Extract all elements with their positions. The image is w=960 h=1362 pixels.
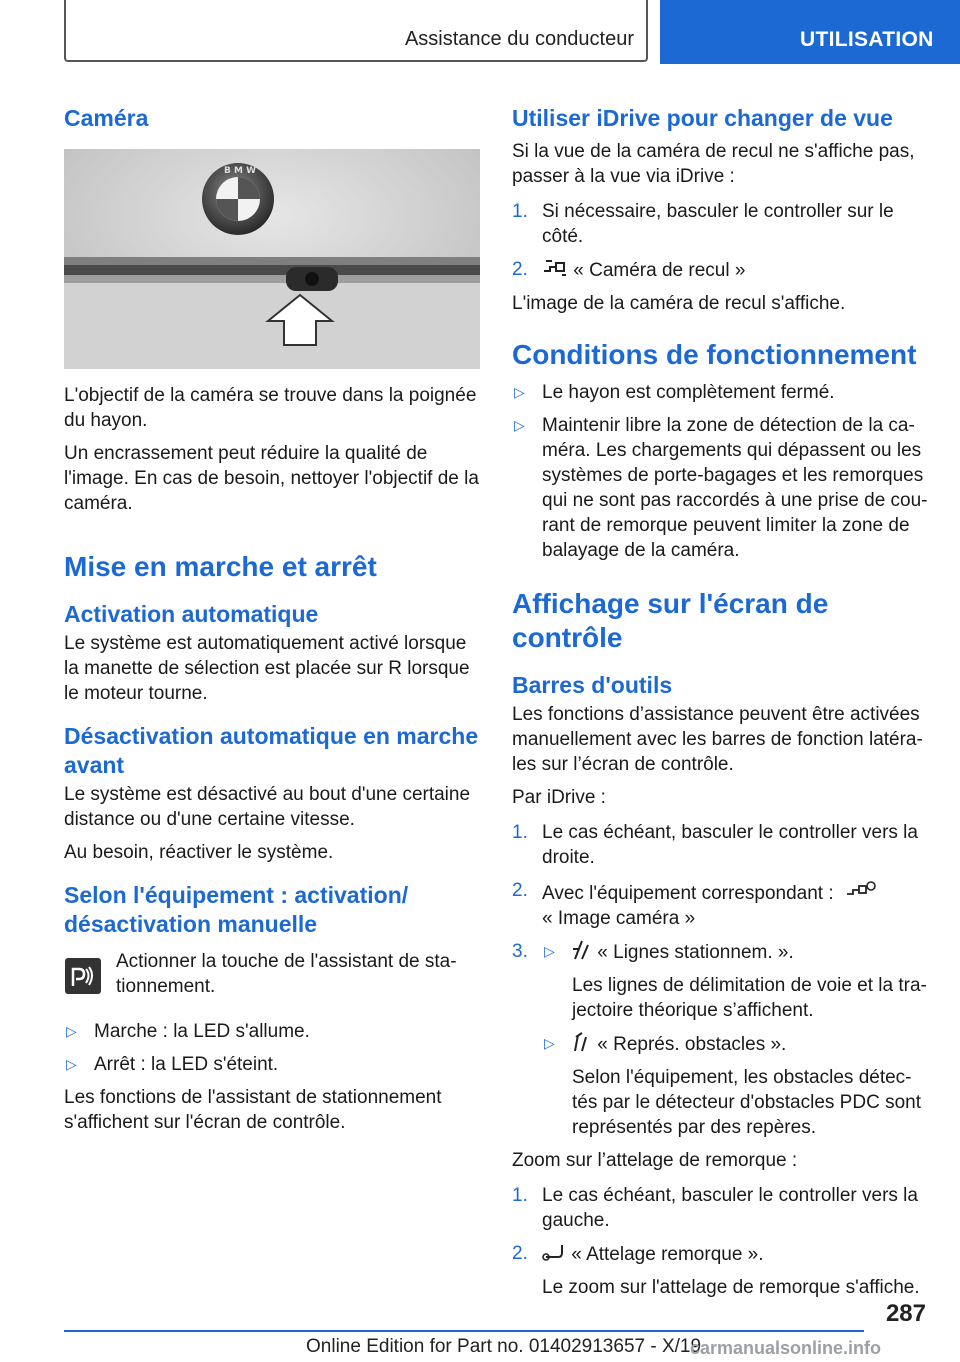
page-header	[0, 0, 960, 64]
conditions-list	[512, 380, 928, 563]
svg-text:B M W: B M W	[224, 166, 257, 176]
watermark: carmanualsonline.info	[690, 1338, 882, 1358]
desactivation-heading: Désactivation automatique en marche avant	[64, 723, 479, 778]
camera-paragraph-1: L'objectif de la caméra se trouve dans la poignée du hayon.	[64, 385, 477, 431]
par-idrive: Par iDrive :	[512, 787, 606, 808]
selon-paragraph: Actionner la touche de l'assistant de sta- tionnement.	[116, 951, 457, 997]
section-tab	[64, 0, 648, 62]
list-item: 2. « Attelage remorque ». Le zoom sur l'attelage de remorque s'affiche.	[512, 1243, 920, 1298]
parking-lines-icon	[572, 939, 592, 961]
triangle-bullet-icon: ▷	[544, 943, 555, 959]
barres-heading: Barres d'outils	[512, 672, 673, 698]
footer-divider	[64, 1330, 864, 1332]
list-item: ▷ Marche : la LED s'allume.	[66, 1021, 310, 1042]
bmw-logo	[202, 163, 274, 235]
idrive-after: L'image de la caméra de recul s'affiche.	[512, 293, 846, 314]
camera-heading: Caméra	[64, 105, 149, 131]
triangle-bullet-icon: ▷	[514, 417, 525, 433]
idrive-heading: Utiliser iDrive pour changer de vue	[512, 105, 893, 131]
list-item: 1. Le cas échéant, basculer le controller vers la gauche.	[512, 1185, 918, 1231]
list-item: 1. Si nécessaire, basculer le controller sur le côté.	[512, 201, 894, 247]
camera-paragraph-2: Un encrassement peut réduire la qualité de l'image. En cas de besoin, nettoyer l'objectif de la caméra.	[64, 443, 479, 514]
selon-heading: Selon l'équipement : activation/ désactivation manuelle	[64, 882, 409, 937]
mise-heading: Mise en marche et arrêt	[64, 551, 377, 582]
rear-camera-icon	[542, 257, 568, 279]
desactivation-paragraph-1: Le système est désactivé au bout d'une certaine distance ou d'une certaine vitesse.	[64, 784, 471, 830]
camera-photo-svg	[64, 149, 480, 369]
led-bullet-list	[64, 1019, 480, 1077]
left-column	[64, 96, 480, 1135]
affichage-heading: Affichage sur l'écran de contrôle	[512, 588, 829, 653]
list-item: ▷ Arrêt : la LED s'éteint.	[66, 1054, 279, 1075]
chapter-tab	[660, 0, 960, 64]
triangle-bullet-icon: ▷	[514, 384, 525, 400]
section-title: Assistance du conducteur	[404, 28, 634, 50]
triangle-bullet-icon: ▷	[66, 1023, 77, 1039]
page-number: 287	[885, 1300, 926, 1327]
camera-photo	[64, 149, 480, 369]
final-paragraph: Les fonctions de l'assistant de stationnement s'affichent sur l'écran de contrôle.	[64, 1087, 442, 1133]
list-item: ▷ Maintenir libre la zone de détection de la ca- méra. Les chargements qui dépassent ou les systèmes de porte-bagages et les remorques qui ne sont pas raccordés à une prise de cou- rant de remorque peuvent limiter la zone de balayage de la caméra.	[514, 415, 928, 561]
parking-assistant-button-icon	[64, 957, 102, 995]
right-column	[512, 96, 928, 1300]
idrive-steps	[512, 199, 928, 283]
desactivation-paragraph-2: Au besoin, réactiver le système.	[64, 842, 334, 863]
camera-settings-icon	[845, 878, 877, 902]
triangle-bullet-icon: ▷	[544, 1035, 555, 1051]
toolbar-steps	[512, 820, 928, 1140]
list-item: 3. ▷ « Lignes stationnem. ». Les lignes de délimitation de voie et la tra- jectoire théorique s’affichent. ▷ « Représ. obstacles ». Selon l'équipement, les obstacles détec- tés par le détecteur d'obstacles PDC sont représentés par des repères.	[512, 941, 927, 1138]
sub-list-item: ▷ « Lignes stationnem. ». Les lignes de délimitation de voie et la tra- jectoire théorique s’affichent.	[542, 939, 928, 1023]
activation-paragraph: Le système est automatiquement activé lorsque la manette de sélection est placée sur R lorsque le moteur tourne.	[64, 633, 470, 704]
triangle-bullet-icon: ▷	[66, 1056, 77, 1072]
barres-paragraph: Les fonctions d’assistance peuvent être activées manuellement avec les barres de fonction latéra- les sur l’écran de contrôle.	[512, 704, 923, 775]
list-item: 1. Le cas échéant, basculer le controller vers la droite.	[512, 822, 918, 868]
trailer-hitch-icon	[542, 1241, 566, 1263]
list-item: 2. Avec l'équipement correspondant : « Image caméra »	[512, 878, 928, 931]
sub-list-item: ▷ « Représ. obstacles ». Selon l'équipement, les obstacles détec- tés par le détecteur d'obstacles PDC sont représentés par des repères.	[542, 1031, 928, 1140]
obstacle-marking-icon	[572, 1031, 592, 1053]
list-item: 2. « Caméra de recul »	[512, 259, 746, 281]
chapter-title: UTILISATION	[800, 28, 934, 51]
zoom-paragraph: Zoom sur l’attelage de remorque :	[512, 1150, 798, 1171]
idrive-paragraph: Si la vue de la caméra de recul ne s'affiche pas, passer à la vue via iDrive :	[512, 141, 915, 187]
activation-heading: Activation automatique	[64, 601, 319, 627]
button-instruction	[64, 949, 480, 1001]
zoom-steps	[512, 1183, 928, 1300]
list-item: ▷ Le hayon est complètement fermé.	[514, 382, 835, 403]
edition-text: Online Edition for Part no. 01402913657 - X/19	[306, 1336, 702, 1357]
conditions-heading: Conditions de fonctionnement	[512, 339, 917, 370]
